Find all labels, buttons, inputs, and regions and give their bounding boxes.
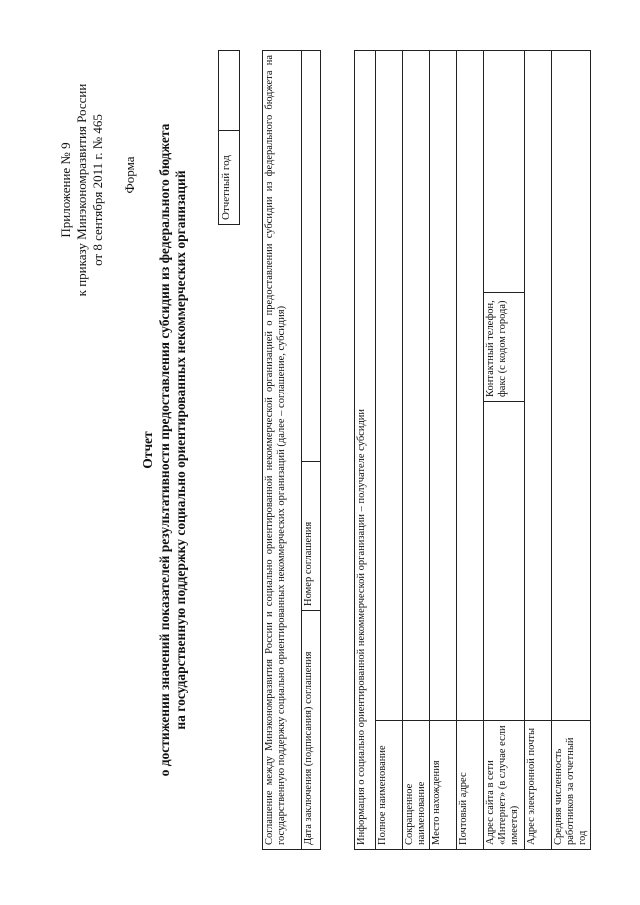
agreement-number-label: Номер соглашения [302,462,321,611]
full-name-field[interactable] [376,51,403,721]
contact-phone-label: Контактный телефон, факс (с кодом города) [484,293,525,402]
website-label: Адрес сайта в сети «Интернет» (в случае если имеется) [484,721,525,850]
report-title-line-1: о достижении значений показателей результативности предоставления субсидии из федерального бюджета [157,123,172,777]
employees-field[interactable] [552,51,591,721]
reporting-year-field[interactable] [219,51,240,131]
order-reference: к приказу Минэкономразвития России [74,83,89,297]
agreement-description: Соглашение между Минэкономразвития России и социально ориентированной некоммерческой организацией о предоставлении субсидии из федерального бюджета на государственную поддержку социально ориентированных некоммерческих организаций (далее – соглашение, субсидия) [263,51,302,850]
postal-address-field[interactable] [457,51,484,721]
location-field[interactable] [430,51,457,721]
email-label: Адрес электронной почты [525,721,552,850]
website-field[interactable] [484,402,525,721]
agreement-date-label: Дата заключения (подписания) соглашения [302,611,321,850]
short-name-label: Сокращенное наименование [403,721,430,850]
reporting-year-table [218,50,240,225]
organization-info-table [354,50,591,850]
reporting-year-label: Отчетный год [219,131,240,225]
document-header [58,75,106,305]
organization-info-header: Информация о социально ориентированной некоммерческой организации – получателе субсидии [355,51,376,850]
contact-phone-field[interactable] [484,51,525,293]
employees-label: Средняя численность работников за отчетный год [552,721,591,850]
postal-address-label: Почтовый адрес [457,721,484,850]
form-label: Форма [122,156,137,194]
email-field[interactable] [525,51,552,721]
order-date: от 8 сентября 2011 г. № 465 [90,114,105,266]
short-name-field[interactable] [403,51,430,721]
agreement-table [262,50,321,850]
report-title-word: Отчет [140,431,155,469]
report-title-line-2: на государственную поддержку социально ориентированных некоммерческих организаций [173,170,188,730]
location-label: Место нахождения [430,721,457,850]
appendix-number: Приложение № 9 [58,142,73,238]
agreement-number-field[interactable] [302,51,321,462]
full-name-label: Полное наименование [376,721,403,850]
report-title [140,35,189,865]
